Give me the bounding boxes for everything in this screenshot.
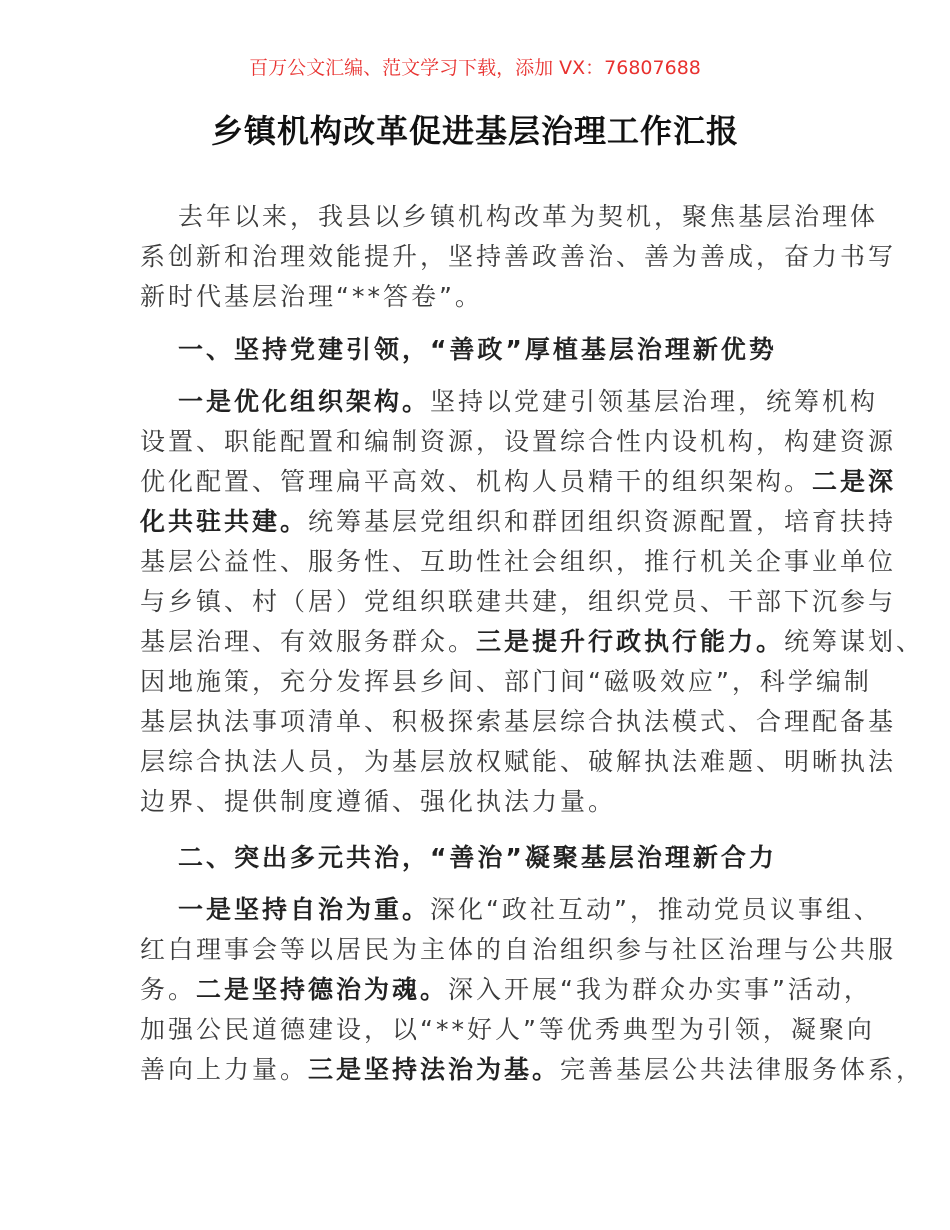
text-run: 新时代基层治理“**答卷”。	[140, 282, 483, 311]
text-run: 统筹谋划、	[784, 627, 925, 656]
paragraph-line	[140, 201, 879, 233]
paragraph-line	[140, 586, 897, 618]
download-banner: 百万公文汇编、范文学习下载，添加 VX：76807688	[249, 57, 701, 79]
document-title: 乡镇机构改革促进基层治理工作汇报	[210, 112, 739, 150]
text-run: 完善基层公共法律服务体系，	[560, 1055, 925, 1084]
paragraph-line	[140, 426, 897, 458]
text-run: 因地施策，充分发挥县乡间、部门间“磁吸效应”，科学编制	[140, 667, 872, 696]
paragraph-line	[140, 1054, 925, 1086]
paragraph-line	[140, 281, 830, 313]
text-run: 二、突出多元共治，“善治”凝聚基层治理新合力	[178, 843, 777, 872]
text-run: 系创新和治理效能提升，坚持善政善治、善为善成，奋力书写	[140, 242, 897, 271]
bold-lead-phrase: 二是坚持德治为魂。	[196, 975, 449, 1004]
paragraph-line	[140, 506, 897, 538]
text-run: 深化“政社互动”，推动党员议事组、	[430, 895, 882, 924]
text-run: 统筹基层党组织和群团组织资源配置，培育扶持	[308, 507, 897, 536]
text-run: 优化配置、管理扁平高效、机构人员精干的组织架构。	[140, 467, 813, 496]
paragraph-line	[140, 706, 897, 738]
text-run: 红白理事会等以居民为主体的自治组织参与社区治理与公共服	[140, 935, 897, 964]
bold-lead-phrase: 化共驻共建。	[140, 507, 309, 536]
text-run: 去年以来，我县以乡镇机构改革为契机，聚焦基层治理体	[178, 202, 879, 231]
text-run: 与乡镇、村（居）党组织联建共建，组织党员、干部下沉参与	[140, 587, 897, 616]
paragraph-line	[140, 241, 897, 273]
paragraph-line	[140, 974, 872, 1006]
paragraph-line	[140, 934, 897, 966]
paragraph-line	[140, 746, 897, 778]
section-heading	[140, 842, 830, 874]
text-run: 基层执法事项清单、积极探索基层综合执法模式、合理配备基	[140, 707, 897, 736]
paragraph-line	[140, 1014, 875, 1046]
paragraph-line	[140, 666, 872, 698]
text-run: 一、坚持党建引领，“善政”厚植基层治理新优势	[178, 335, 777, 364]
bold-lead-phrase: 三是坚持法治为基。	[308, 1055, 561, 1084]
text-run: 务。	[140, 975, 197, 1004]
text-run: 层综合执法人员，为基层放权赋能、破解执法难题、明晰执法	[140, 747, 897, 776]
text-run: 善向上力量。	[140, 1055, 309, 1084]
bold-lead-phrase: 二是深	[812, 467, 897, 496]
bold-lead-phrase: 三是提升行政执行能力。	[476, 627, 785, 656]
text-run: 基层治理、有效服务群众。	[140, 627, 477, 656]
paragraph-line	[140, 894, 882, 926]
paragraph-line	[140, 386, 879, 418]
text-run: 边界、提供制度遵循、强化执法力量。	[140, 787, 617, 816]
paragraph-line	[140, 786, 830, 818]
text-run: 设置、职能配置和编制资源，设置综合性内设机构，构建资源	[140, 427, 897, 456]
bold-lead-phrase: 一是优化组织架构。	[178, 387, 431, 416]
text-run: 深入开展“我为群众办实事”活动，	[448, 975, 872, 1004]
text-run: 基层公益性、服务性、互助性社会组织，推行机关企事业单位	[140, 547, 897, 576]
paragraph-line	[140, 626, 925, 658]
paragraph-line	[140, 466, 897, 498]
section-heading	[140, 334, 830, 366]
text-run: 坚持以党建引领基层治理，统筹机构	[430, 387, 879, 416]
text-run: 加强公民道德建设，以“**好人”等优秀典型为引领，凝聚向	[140, 1015, 875, 1044]
paragraph-line	[140, 546, 897, 578]
bold-lead-phrase: 一是坚持自治为重。	[178, 895, 431, 924]
